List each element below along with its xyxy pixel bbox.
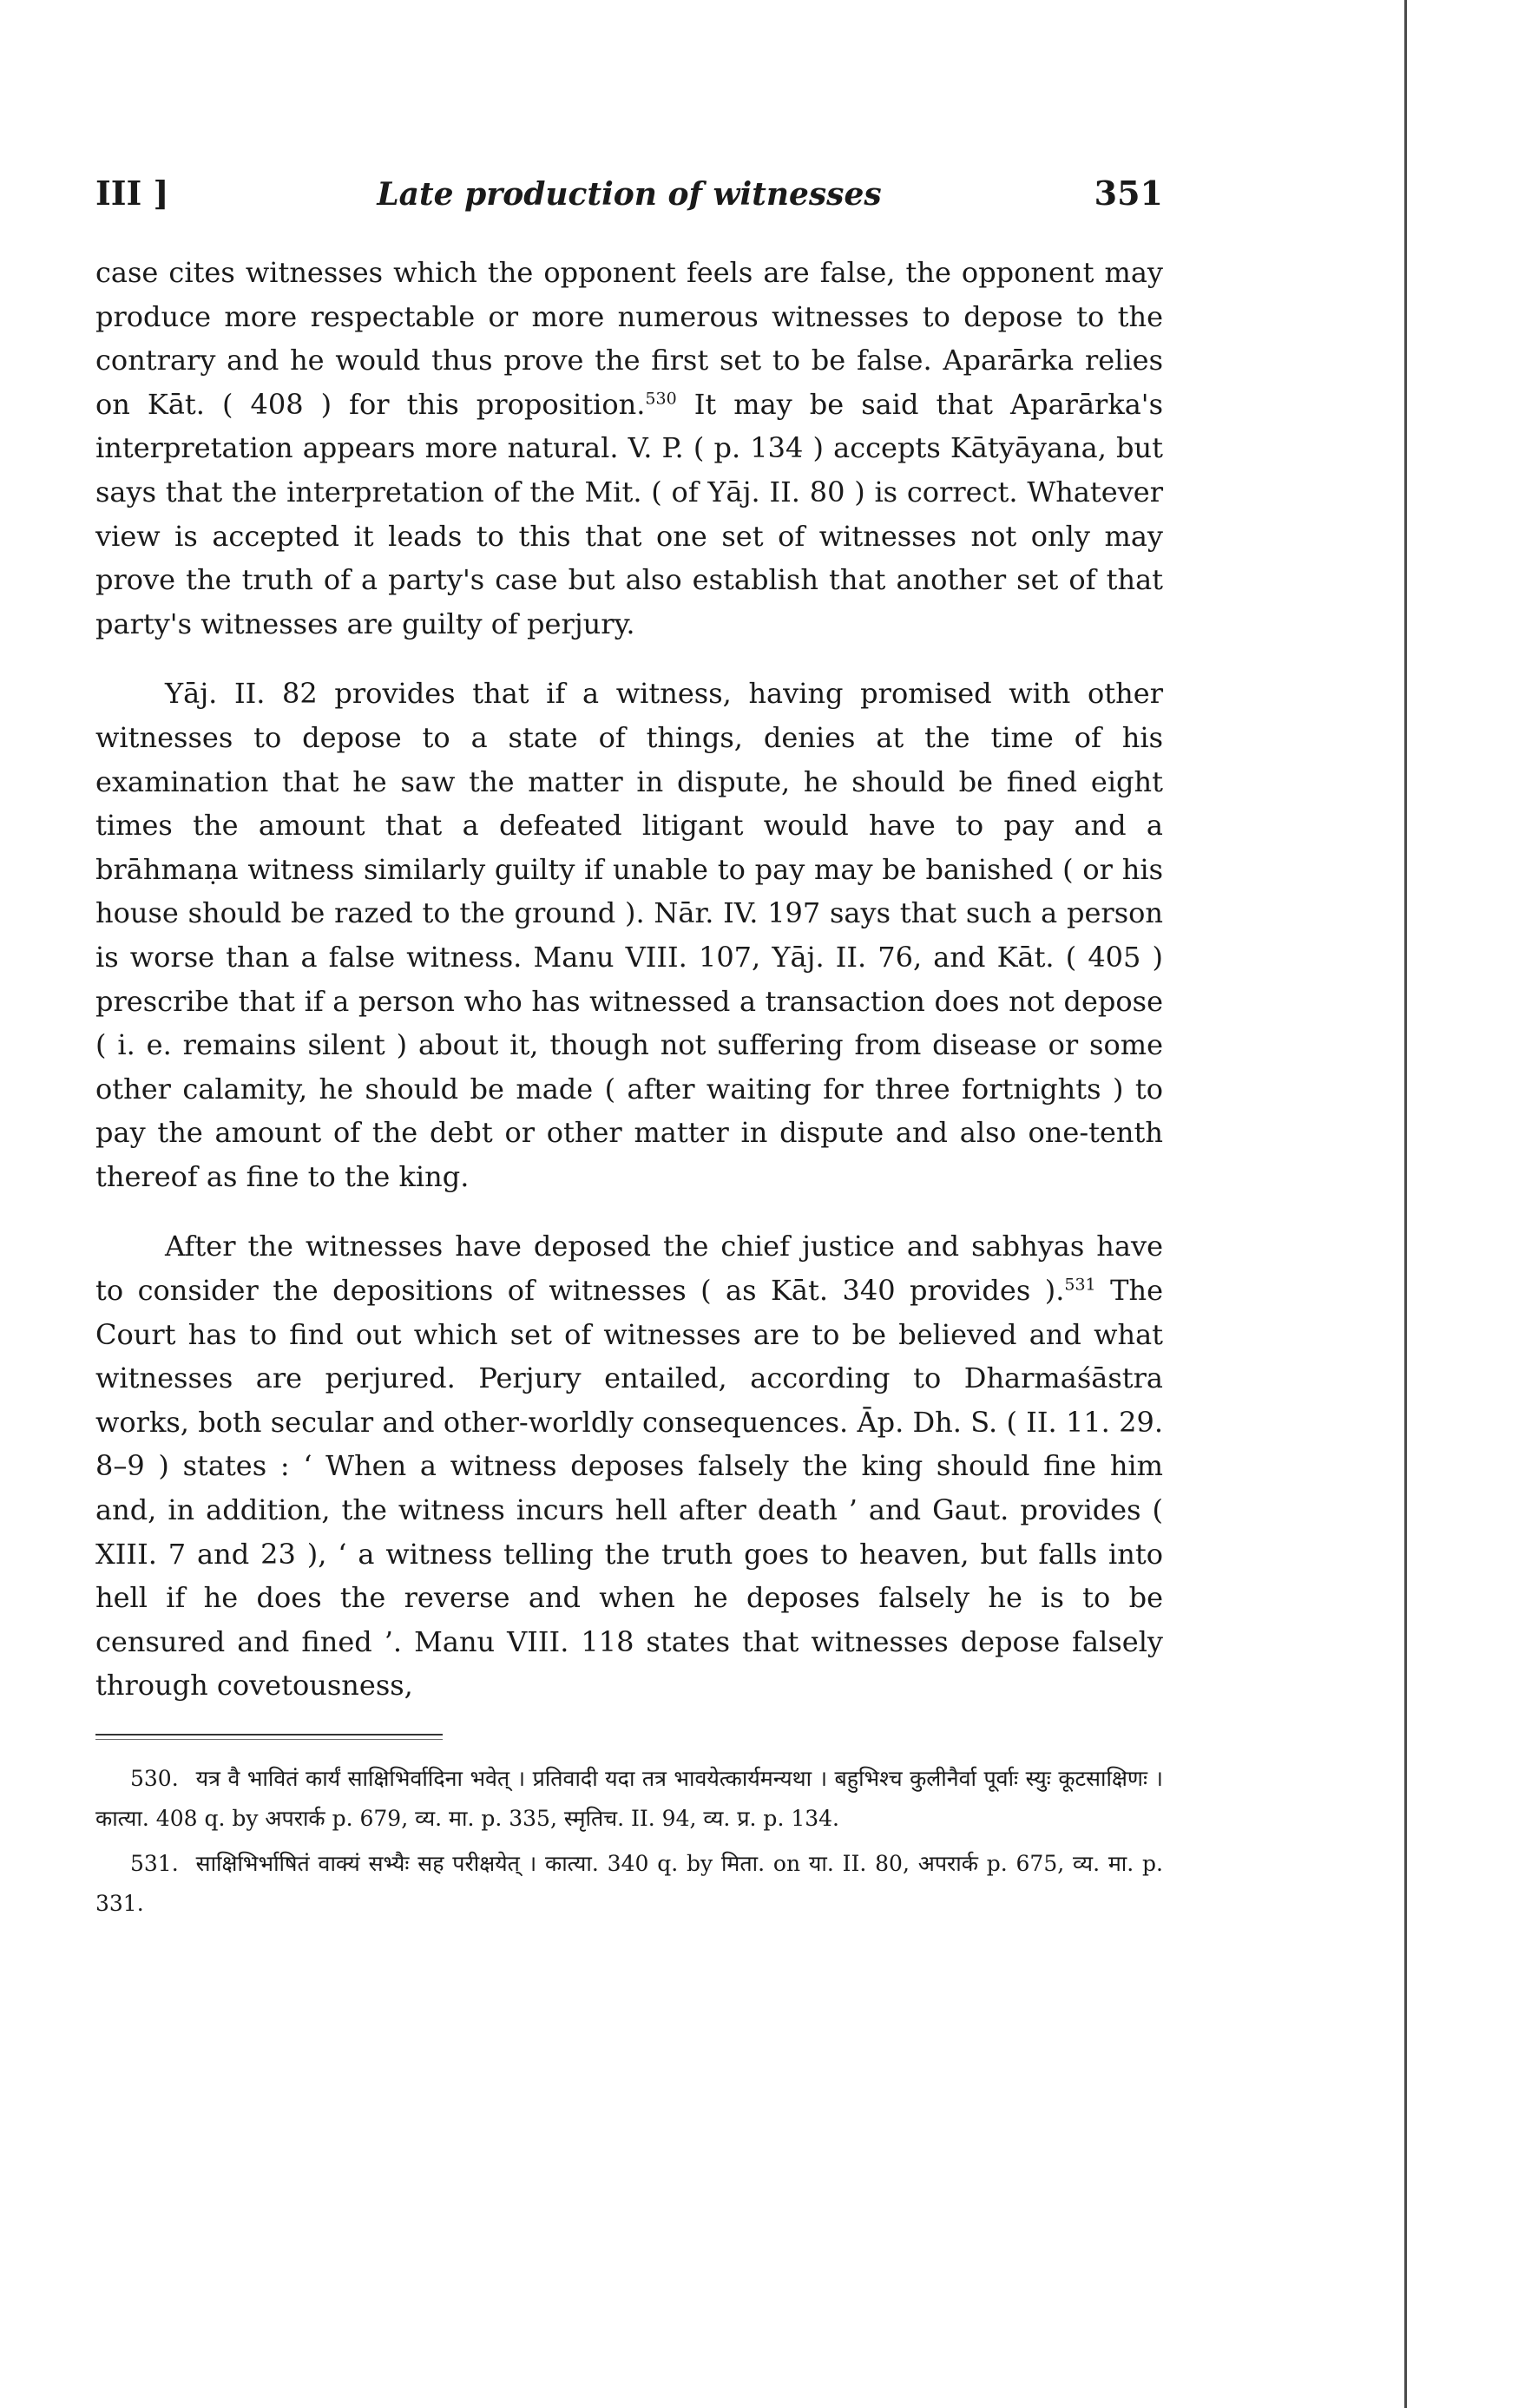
footnote-531 [95, 1844, 1163, 1924]
footnote-ref-530[interactable]: 530 [645, 389, 677, 409]
footnote-number: 530. [130, 1766, 179, 1791]
book-page [95, 174, 1163, 1929]
footnote-530 [95, 1759, 1163, 1839]
page-edge-line [1404, 0, 1407, 2408]
running-title: Late production of witnesses [377, 176, 882, 213]
footnote-text: यत्र वै भावितं कार्यं साक्षिभिर्वादिना भवेत् । प्रतिवादी यदा तत्र भावयेत्कार्यमन्यथा । बहुभिश्च कुलीनैर्वा पूर्वाः स्युः कूटसाक्षिणः । कात्या. 408 q. by अपरार्क p. 679, व्य. मा. p. 335, स्मृतिच. II. 94, व्य. प्र. p. 134. [95, 1766, 1163, 1831]
chapter-number: III ] [95, 174, 169, 213]
paragraph-text: Yāj. II. 82 provides that if a witness, having promised with other witnesses to depose to a state of things, denies at the time of his examination that he saw the matter in dispute, he should be fined eight times the amount that a defeated litigant would have to pay and a brāhmaṇa witness similarly guilty if unable to pay may be banished ( or his house should be razed to the ground ). Nār. IV. 197 says that such a person is worse than a false witness. Manu VIII. 107, Yāj. II. 76, and Kāt. ( 405 ) prescribe that if a person who has witnessed a transaction does not depose ( i. e. remains silent ) about it, though not suffering from disease or some other calamity, he should be made ( after waiting for three fortnights ) to pay the amount of the debt or other matter in dispute and also one-tenth thereof as fine to the king. [95, 677, 1163, 1193]
footnote-separator [95, 1734, 443, 1735]
footnote-text: साक्षिभिर्भाषितं वाक्यं सभ्यैः सह परीक्षयेत् । कात्या. 340 q. by मिता. on या. II. 80, अपरार्क p. 675, व्य. मा. p. 331. [95, 1851, 1163, 1916]
footnote-ref-531[interactable]: 531 [1064, 1275, 1096, 1295]
footnote-number: 531. [130, 1851, 179, 1876]
paragraph-text: After the witnesses have deposed the chief justice and sabhyas have to consider the depositions of witnesses ( as Kāt. 340 provides ). [95, 1230, 1163, 1308]
paragraph-text: case cites witnesses which the opponent feels are false, the opponent may produce more respectable or more numerous witnesses to depose to the contrary and he would thus prove the first set to be false. Aparārka relies on Kāt. ( 408 ) for this proposition. [95, 256, 1163, 421]
paragraph-text: It may be said that Aparārka's interpretation appears more natural. V. P. ( p. 134 ) accepts Kātyāyana, but says that the interpretation of the Mit. ( of Yāj. II. 80 ) is correct. Whatever view is accepted it leads to this that one set of witnesses not only may prove the truth of a party's case but also establish that another set of that party's witnesses are guilty of perjury. [95, 387, 1164, 640]
paragraph-3 [95, 1224, 1163, 1708]
paragraph-2 [95, 672, 1163, 1198]
paragraph-text: The Court has to find out which set of witnesses are to be believed and what witnesses are perjured. Perjury entailed, according to Dharmaśāstra works, both secular and other-worldly consequences. Āp. Dh. S. ( II. 11. 29. 8–9 ) states : ‘ When a witness deposes falsely the king should fine him and, in addition, the witness incurs hell after death ’ and Gaut. provides ( XIII. 7 and 23 ), ‘ a witness telling the truth goes to heaven, but falls into hell if he does the reverse and when he deposes falsely he is to be censured and fined ’. Manu VIII. 118 states that witnesses depose falsely through covetousness, [95, 1274, 1164, 1703]
footnote-separator-secondary [95, 1739, 443, 1740]
paragraph-1 [95, 251, 1163, 646]
running-header [95, 174, 1163, 213]
page-number: 351 [1094, 174, 1163, 213]
